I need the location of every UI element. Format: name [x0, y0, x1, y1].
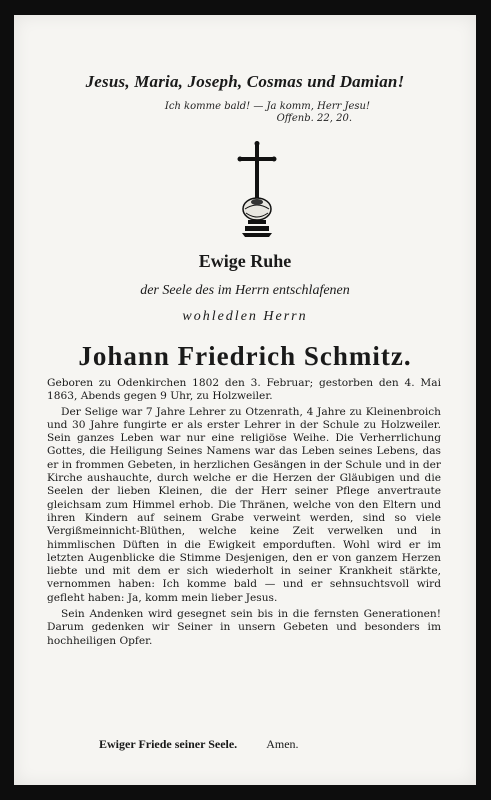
- closing-blessing: Ewiger Friede seiner Seele.: [99, 737, 238, 751]
- subtitle-line-1: der Seele des im Herrn entschlafenen: [140, 283, 350, 298]
- paragraph-biography: Der Selige war 7 Jahre Lehrer zu Otzenrath, 4 Jahre zu Kleinenbroich und 30 Jahre fungirte er als erster Lehrer in der Schule zu Holzweiler. Sein ganzes Leben war nur eine religiöse Weihe. Die Verherrlichung Gottes, die Heiligung Seines Namens war das Leben seines Lebens, das er in frommen Gebeten, in herzlichen Gesängen in der Schule und in der Kirche aushauchte, durch welche er die Herzen der Gläubigen und die Seelen der lieben Kleinen, die der Herr seiner Pflege anvertraute gleichsam zum Himmel erhob. Die Thränen, welche von den Eltern und ihren Kindern auf seinem Grabe verweint werden, sind so viele Vergißmeinnicht-Blüthen, welche keine Zeit verwelken und in himmlischen Düften in die Ewigkeit emporduften. Wohl wird er im letzten Augenblicke die Stimme Desjenigen, den er von ganzem Herzen liebte und mit dem er sich wiederholt in seiner Krankheit stärkte, vernommen haben: Ich komme bald — und er sehnsuchtsvoll wird gefleht haben: Ja, komm mein lieber Jesus.: [47, 405, 441, 604]
- paragraph-remembrance: Sein Andenken wird gesegnet sein bis in die fernsten Generationen! Darum gedenken wir Seiner in unsern Gebeten und besonders im hochheiligen Opfer.: [47, 608, 441, 647]
- memorial-text: [47, 377, 441, 650]
- title-ewige-ruhe: Ewige Ruhe: [198, 251, 292, 271]
- scripture-quote: Ich komme bald! — Ja komm, Herr Jesu!: [164, 101, 370, 112]
- motto-line: Jesus, Maria, Joseph, Cosmas und Damian!: [85, 72, 405, 91]
- cross-icon: [236, 141, 278, 239]
- subtitle-line-2: wohledlen Herrn: [182, 309, 308, 324]
- memorial-card: [14, 15, 476, 785]
- closing-line: [47, 737, 441, 752]
- deceased-name: Johann Friedrich Schmitz.: [78, 341, 412, 371]
- paragraph-life-dates: Geboren zu Odenkirchen 1802 den 3. Februar; gestorben den 4. Mai 1863, Abends gegen 9 Uhr, zu Holzweiler.: [47, 377, 441, 403]
- scripture-reference: Offenb. 22, 20.: [276, 113, 352, 124]
- closing-amen: Amen.: [266, 737, 299, 751]
